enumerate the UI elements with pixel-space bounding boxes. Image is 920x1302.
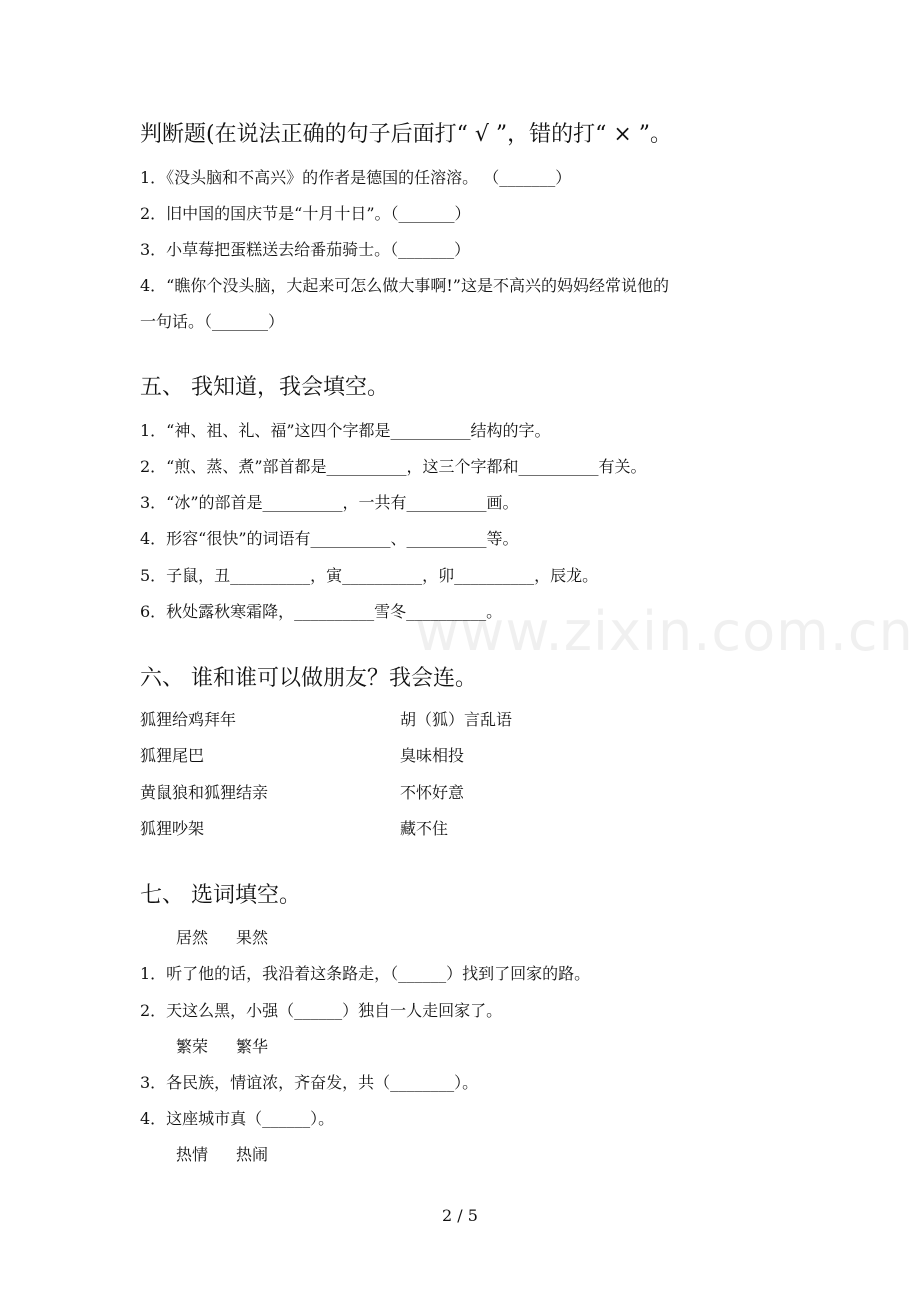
section-title-fill-blanks: 五、 我知道，我会填空。 [140,375,389,400]
word-choice: 繁荣 [176,1037,209,1056]
match-right-item: 藏不住 [400,819,449,838]
question-item: 2．旧中国的国庆节是“十月十日”。（_______） [140,204,471,223]
question-item: 4．这座城市真（______）。 [140,1109,335,1128]
match-left-item: 黄鼠狼和狐狸结亲 [140,783,269,802]
word-choice: 繁华 [236,1037,269,1056]
question-item: 4．“瞧你个没头脑，大起来可怎么做大事啊!”这是不高兴的妈妈经常说他的 [140,276,669,295]
question-item: 4．形容“很快”的词语有__________、__________等。 [140,529,519,548]
match-left-item: 狐狸给鸡拜年 [140,710,237,729]
question-item: 1．听了他的话，我沿着这条路走，（______）找到了回家的路。 [140,964,591,983]
section-title-choose-words: 七、 选词填空。 [140,883,301,908]
question-item: 6．秋处露秋寒霜降，__________雪冬__________。 [140,602,503,621]
match-left-item: 狐狸吵架 [140,819,205,838]
word-choices-3 [176,1145,268,1165]
question-item: 5．子鼠，丑__________，寅__________，卯__________，辰龙。 [140,566,599,585]
question-item: 2．“煎、蒸、煮”部首都是__________，这三个字都和__________有关。 [140,457,647,476]
question-item: 2．天这么黑，小强（______）独自一人走回家了。 [140,1001,503,1020]
word-choices-1 [176,928,268,948]
match-right-item: 胡（狐）言乱语 [400,710,513,729]
section-title-matching: 六、 谁和谁可以做朋友？我会连。 [140,666,477,691]
question-item: 1．“神、祖、礼、福”这四个字都是__________结构的字。 [140,421,551,440]
question-item: 3．小草莓把蛋糕送去给番茄骑士。（_______） [140,240,471,259]
word-choices-2 [176,1037,268,1057]
question-item: 1．《没头脑和不高兴》的作者是德国的任溶溶。 （_______） [140,168,572,187]
match-left-item: 狐狸尾巴 [140,746,205,765]
question-item: 3．各民族，情谊浓，齐奋发，共（________）。 [140,1073,479,1092]
page-number: 2 / 5 [442,1206,478,1225]
match-right-item: 不怀好意 [400,783,465,802]
word-choice: 居然 [176,928,209,947]
match-right-item: 臭味相投 [400,746,465,765]
question-item: 3．“冰”的部首是__________，一共有__________画。 [140,493,519,512]
word-choice: 果然 [236,928,269,947]
word-choice: 热情 [176,1145,209,1164]
question-item: 一句话。（_______） [140,312,285,331]
section-title-judgement: 判断题(在说法正确的句子后面打“ √ ”，错的打“ × ”。 [140,122,672,147]
watermark: www.zixin.com.cn [415,600,914,663]
word-choice: 热闹 [236,1145,269,1164]
